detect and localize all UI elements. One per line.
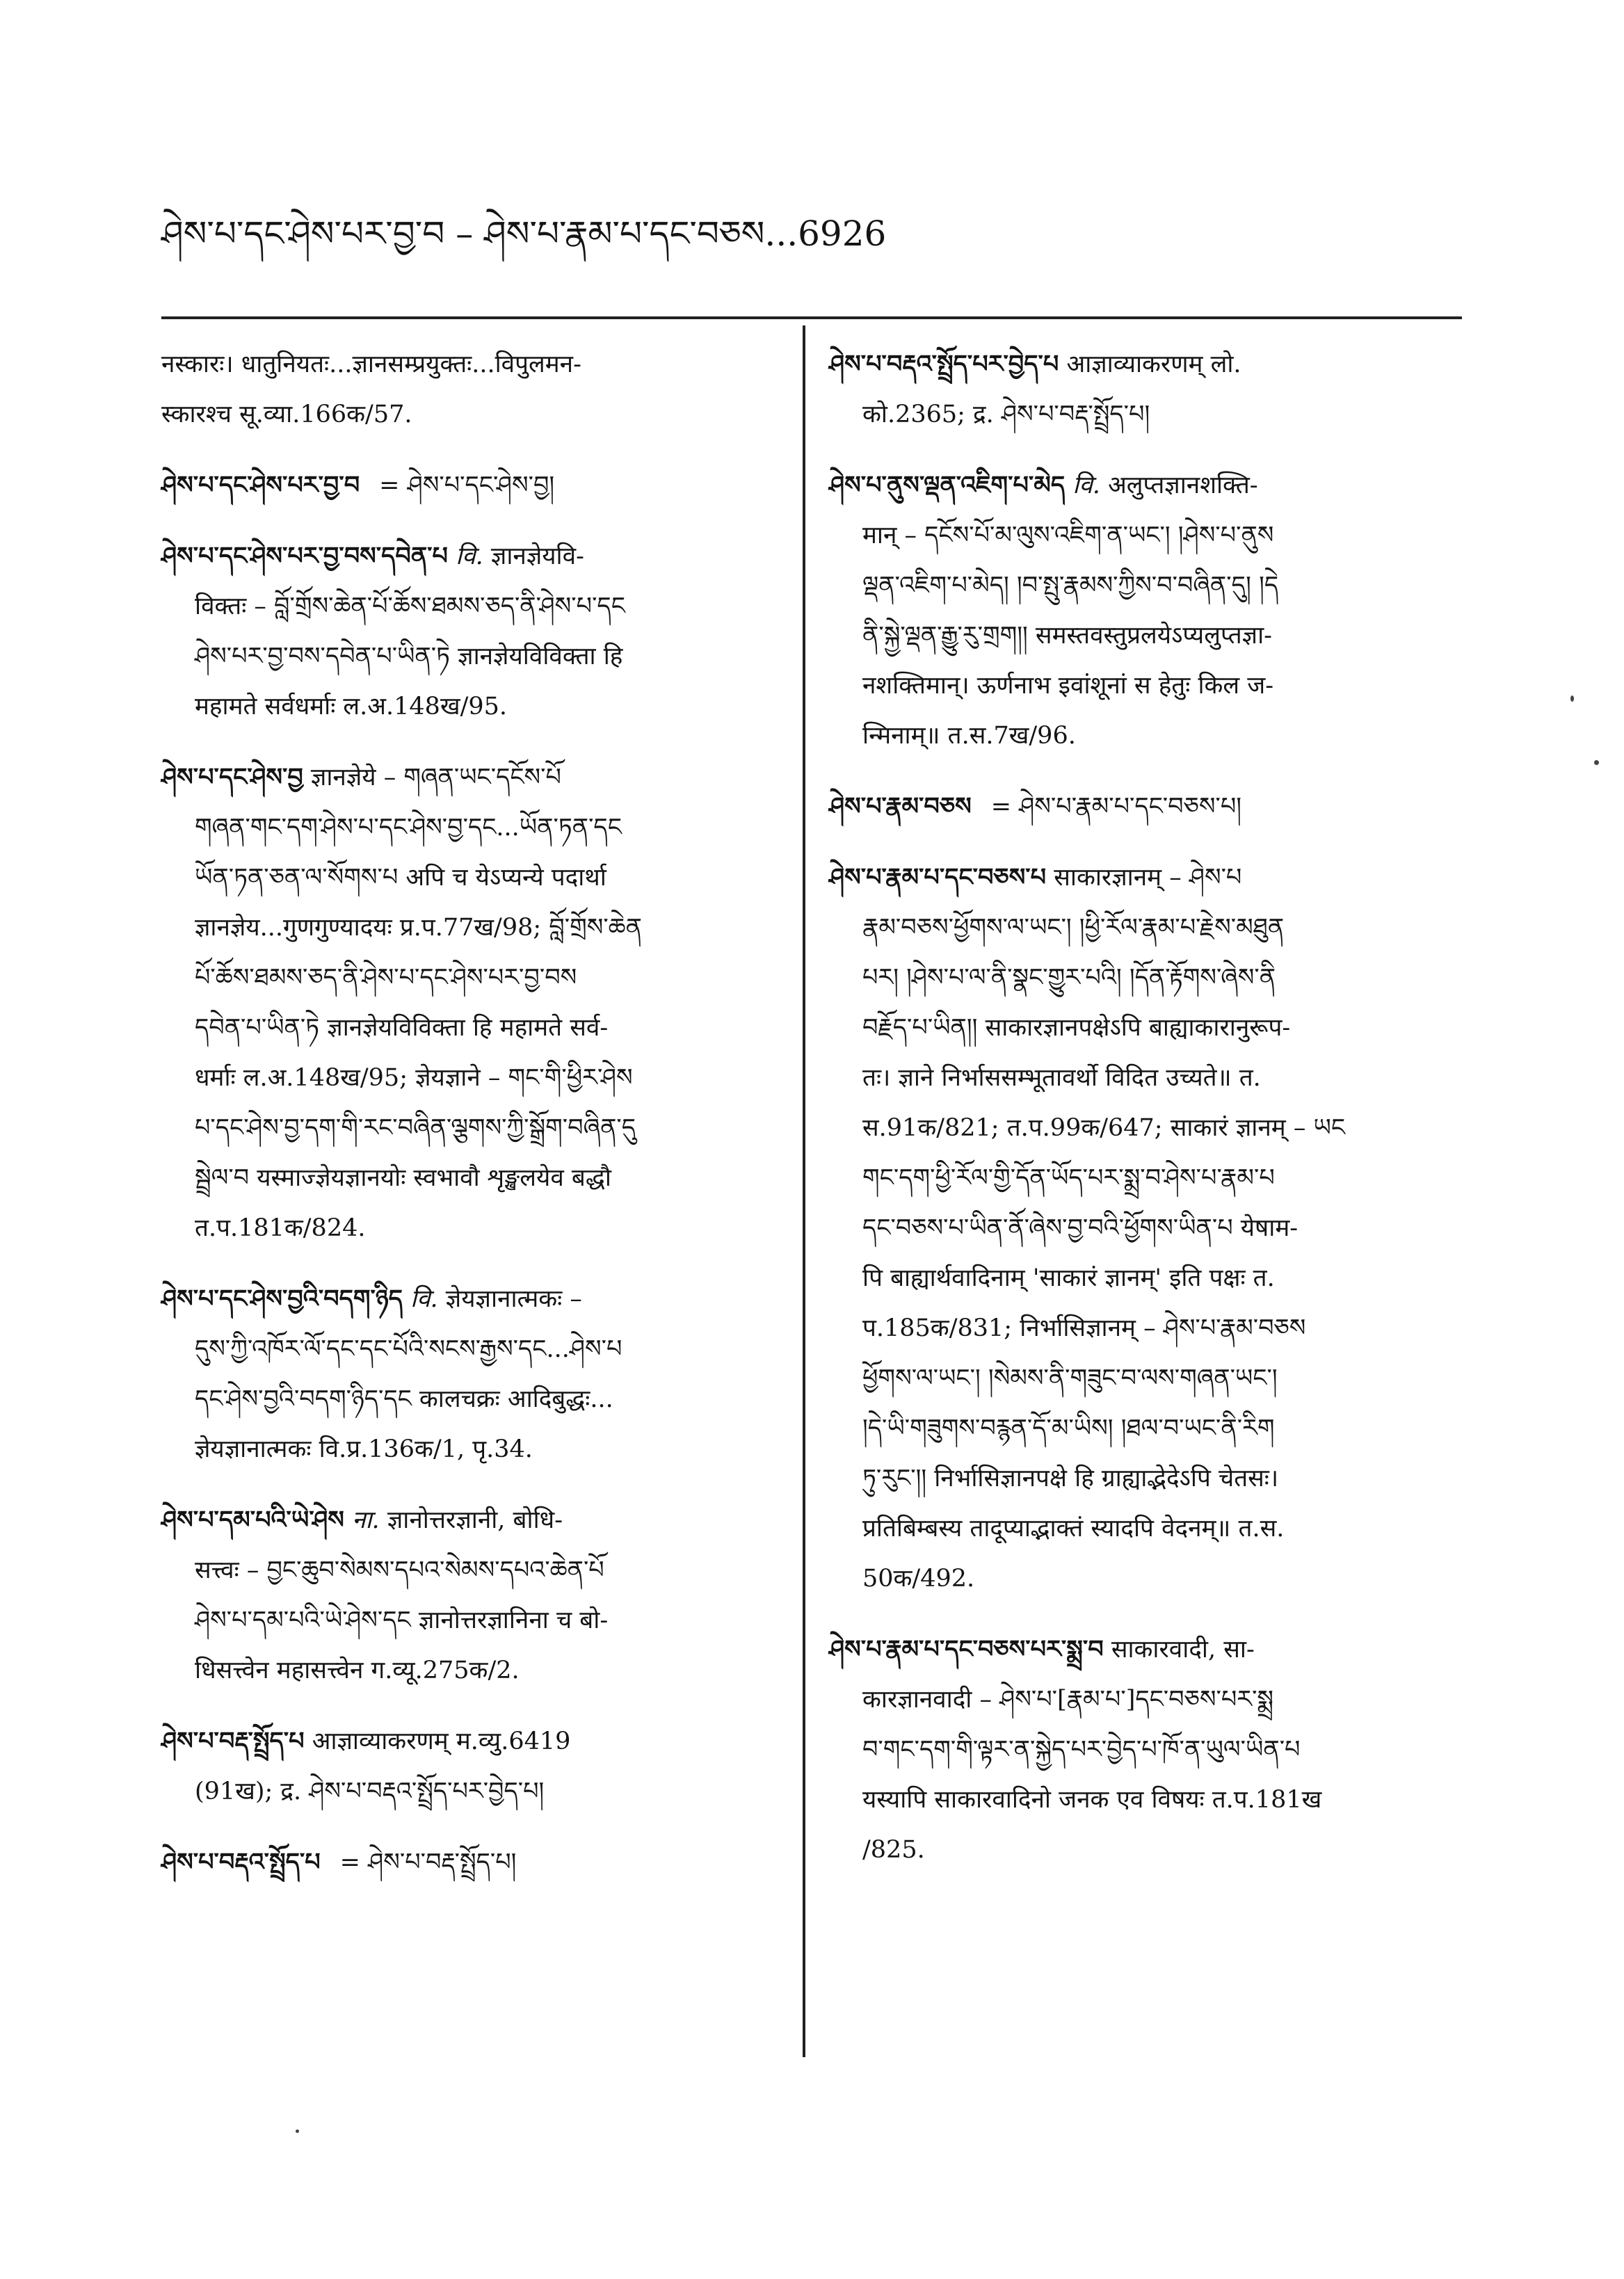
entry-line: ལྡན་འཇིག་པ་མེད། །བ་སྤུ་རྣམས་ཀྱིས་བ་བཞིན་དུ། །དེ [862,572,1279,599]
entry-line: स्कारश्च सू.व्या.166क/57. [161,401,412,428]
entry-line: དང་བཅས་པ་ཡིན་ནོ་ཞེས་བྱ་བའི་ཕྱོགས་ཡིན་པ येषाम- [862,1214,1299,1242]
entry-line: आज्ञाव्याकरणम् लो. [1066,351,1241,378]
entry-line: नस्कारः। धातुनियतः...ज्ञानसम्प्रयुक्तः...विपुलमन- [161,351,581,378]
entry-line: ज्ञेयज्ञानात्मकः – [445,1285,582,1313]
entry-line: = ཤེས་པ་བརྡ་སྤྲོད་པ། [339,1849,517,1876]
scan-speck [296,2129,299,2133]
entry-continuation [161,339,773,440]
entry-line: को.2365; द्र. ཤེས་པ་བརྡ་སྤྲོད་པ། [862,401,1150,428]
entry-line: གཞན་གང་དག་ཤེས་པ་དང་ཤེས་བྱ་དང...ཡོན་ཏན་དང [195,814,622,841]
entry-line: བ་གང་དག་གི་ལྟར་ན་སྐྱེད་པར་བྱེད་པ་ཁོ་ན་ཡུལ་ཡིན་པ [862,1736,1301,1764]
dictionary-entry [161,460,773,510]
scan-speck [1570,695,1574,702]
entry-headword: ཤེས་པ་དང་ཤེས་པར་བྱ་བ [161,471,360,499]
entry-line: त.प.181क/824. [195,1214,366,1242]
entry-line: ज्ञानज्ञेये – གཞན་ཡང་དངོས་པོ [310,764,561,791]
entry-line: ཤེས་པ་དམ་པའི་ཡེ་ཤེས་དང ज्ञानोत्तरज्ञानिना च बो- [195,1606,609,1634]
entry-line: །དེ་ཡི་གཟུགས་བརྙན་དོ་མ་ཡིས། །ཐལ་བ་ཡང་ནི་རིག [862,1415,1275,1442]
dictionary-entry [829,782,1462,832]
entry-headword: ཤེས་པ་དང་ཤེས་པར་བྱ་བས་དབེན་པ [161,542,448,570]
entry-line: ज्ञानोत्तरज्ञानी, बोधि- [387,1506,563,1534]
entry-line: གང་དག་ཕྱི་རོལ་གྱི་དོན་ཡོད་པར་སྨྲ་བ་ཤེས་པ་རྣམ་པ [862,1164,1275,1192]
entry-line: ཡོན་ཏན་ཅན་ལ་སོགས་པ अपि च येऽप्यन्ये पदार्था [195,864,606,892]
entry-line: ཕྱོགས་ལ་ཡང་། །སེམས་ནི་གཟུང་བ་ལས་གཞན་ཡང་། [862,1364,1278,1392]
entry-line: पि बाह्यार्थवादिनाम् 'साकारं ज्ञानम्' इति पक्षः त. [862,1264,1275,1292]
grammar-label: वि. [410,1285,438,1313]
entry-line: སྦྲེལ་བ यस्माज्ज्ञेयज्ञानयोः स्वभावौ शृङ्खलयेव बद्धौ [195,1164,611,1192]
entry-headword: ཤེས་པ་དམ་པའི་ཡེ་ཤེས [161,1506,344,1534]
entry-line: प.185क/831; निर्भासिज्ञानम् – ཤེས་པ་རྣམ་བཅས [862,1314,1306,1342]
dictionary-entry [829,339,1462,440]
entry-line: धर्माः ल.अ.148ख/95; ज्ञेयज्ञाने – གང་གི་ཕྱིར་ཤེས [195,1064,633,1092]
grammar-label: ना. [352,1506,380,1534]
grammar-label: वि. [456,542,483,570]
dictionary-entry [161,1837,773,1887]
entry-line: རྣམ་བཅས་ཕྱོགས་ལ་ཡང་། །ཕྱི་རོལ་རྣམ་པ་རྗེས་མཐུན [862,914,1285,942]
dictionary-entry [161,752,773,1253]
column-divider [803,325,805,2057]
entry-line: དུས་ཀྱི་འཁོར་ལོ་དང་དང་པོའི་སངས་རྒྱས་དང...ཤེས་པ [195,1335,622,1363]
entry-line: धिसत्त्वेन महासत्त्वेन ग.व्यू.275क/2. [195,1657,520,1684]
entry-line: = ཤེས་པ་དང་ཤེས་བྱ། [379,472,555,499]
entry-line: ज्ञानज्ञेयवि- [490,542,584,570]
entry-line: साकारवादी, सा- [1111,1636,1255,1664]
grammar-label: वि. [1072,472,1100,499]
entry-line: ज्ञेयज्ञानात्मकः वि.प्र.136क/1, पृ.34. [195,1435,533,1463]
entry-headword: ཤེས་པ་རྣམ་བཅས [829,792,972,821]
header-rule [161,316,1462,319]
entry-line: དབེན་པ་ཡིན་ཏེ ज्ञानज्ञेयविविक्ता हि महामते सर्व- [195,1014,609,1042]
entry-line: स.91क/821; त.प.99क/647; साकारं ज्ञानम् – ཡང [862,1114,1346,1142]
entry-line: /825. [862,1836,925,1864]
entry-line: (91ख); द्र. ཤེས་པ་བརྡའ་སྤྲོད་པར་བྱེད་པ། [195,1778,545,1805]
running-head: ཤེས་པ་དང་ཤེས་པར་བྱ་བ – ཤེས་པ་རྣམ་པ་དང་བཅས...6926 [161,214,887,254]
entry-line: དང་ཤེས་བྱའི་བདག་ཉིད་དང कालचक्रः आदिबुद्धः... [195,1385,613,1413]
dictionary-entry [161,1716,773,1817]
entry-line: न्मिनाम्॥ त.स.7ख/96. [862,722,1076,750]
dictionary-entry [829,853,1462,1604]
entry-line: = ཤེས་པ་རྣམ་པ་དང་བཅས་པ། [990,793,1242,821]
entry-line: པོ་ཆོས་ཐམས་ཅད་ནི་ཤེས་པ་དང་ཤེས་པར་བྱ་བས [195,964,577,992]
entry-line: བརྗོད་པ་ཡིན།། साकारज्ञानपक्षेऽपि बाह्याकारानुरूप- [862,1014,1291,1042]
entry-headword: ཤེས་པ་དང་ཤེས་བྱ [161,763,303,791]
entry-line: ཏུ་རུང་།། निर्भासिज्ञानपक्षे हि ग्राह्याद्भेदेऽपि चेतसः। [862,1465,1279,1492]
entry-line: नशक्तिमान्। ऊर्णनाभ इवांशूनां स हेतुः किल ज- [862,672,1274,700]
entry-line: साकारज्ञानम् – ཤེས་པ [1054,864,1242,892]
entry-headword: ཤེས་པ་བརྡའ་སྤྲོད་པ [161,1848,321,1876]
entry-line: आज्ञाव्याकरणम् म.व्यु.6419 [312,1728,571,1755]
entry-line: सत्त्वः – བྱང་ཆུབ་སེམས་དཔའ་སེམས་དཔའ་ཆེན་པོ [195,1556,604,1584]
entry-line: པ་དང་ཤེས་བྱ་དག་གི་རང་བཞིན་ལྕགས་ཀྱི་སྒྲོག་བཞིན་དུ [195,1114,636,1142]
entry-line: अलुप्तज्ञानशक्ति- [1108,472,1258,499]
entry-headword: ཤེས་པ་བརྡའ་སྤྲོད་པར་བྱེད་པ [829,350,1059,378]
dictionary-entry [161,1274,773,1474]
entry-line: यस्यापि साकारवादिनो जनक एव विषयः त.प.181ख [862,1786,1322,1814]
entry-line: 50क/492. [862,1565,975,1593]
right-column [829,339,1462,1896]
dictionary-entry [161,531,773,732]
entry-headword: ཤེས་པ་ནུས་ལྡན་འཇིག་པ་མེད [829,471,1066,499]
dictionary-entry [829,460,1462,761]
entry-line: ནི་སྐྱེ་ལྡན་རྒྱུ་རུ་གྲག།། समस्तवस्तुप्रलयेऽप्यलुप्तज्ञा- [862,622,1273,650]
scan-speck [1594,760,1599,765]
entry-headword: ཤེས་པ་རྣམ་པ་དང་བཅས་པ [829,863,1047,892]
entry-headword: ཤེས་པ་རྣམ་པ་དང་བཅས་པར་སྨྲ་བ [829,1635,1104,1664]
entry-line: तः। ज्ञाने निर्भाससम्भूतावर्थो विदित उच्यते॥ त. [862,1064,1261,1092]
entry-line: པར། །ཤེས་པ་ལ་ནི་སྣང་གྱུར་པའི། །དོན་རྟོགས་ཞེས་ནི [862,964,1276,992]
entry-line: विक्तः – བློ་གྲོས་ཆེན་པོ་ཆོས་ཐམས་ཅད་ནི་ཤེས་པ་དང [195,593,625,620]
entry-line: मान् – དངོས་པོ་མ་ལུས་འཇིག་ན་ཡང་། །ཤེས་པ་ནུས [862,522,1274,549]
entry-line: कारज्ञानवादी – ཤེས་པ་[རྣམ་པ་]དང་བཅས་པར་སྨྲ [862,1686,1274,1714]
entry-headword: ཤེས་པ་དང་ཤེས་བྱའི་བདག་ཉིད [161,1285,403,1313]
entry-line: महामते सर्वधर्माः ल.अ.148ख/95. [195,693,508,720]
left-column [161,339,773,1908]
entry-line: प्रतिबिम्बस्य तादूप्याद्भाक्तं स्यादपि वेदनम्॥ त.स. [862,1515,1285,1543]
entry-line: ज्ञानज्ञेय...गुणगुण्यादयः प्र.प.77ख/98; བློ་གྲོས་ཆེན [195,914,642,942]
dictionary-entry [829,1625,1462,1875]
entry-line: ཤེས་པར་བྱ་བས་དབེན་པ་ཡིན་ཏེ ज्ञानज्ञेयविविक्ता हि [195,643,623,670]
entry-headword: ཤེས་པ་བརྡ་སྤྲོད་པ [161,1727,305,1755]
dictionary-entry [161,1495,773,1696]
